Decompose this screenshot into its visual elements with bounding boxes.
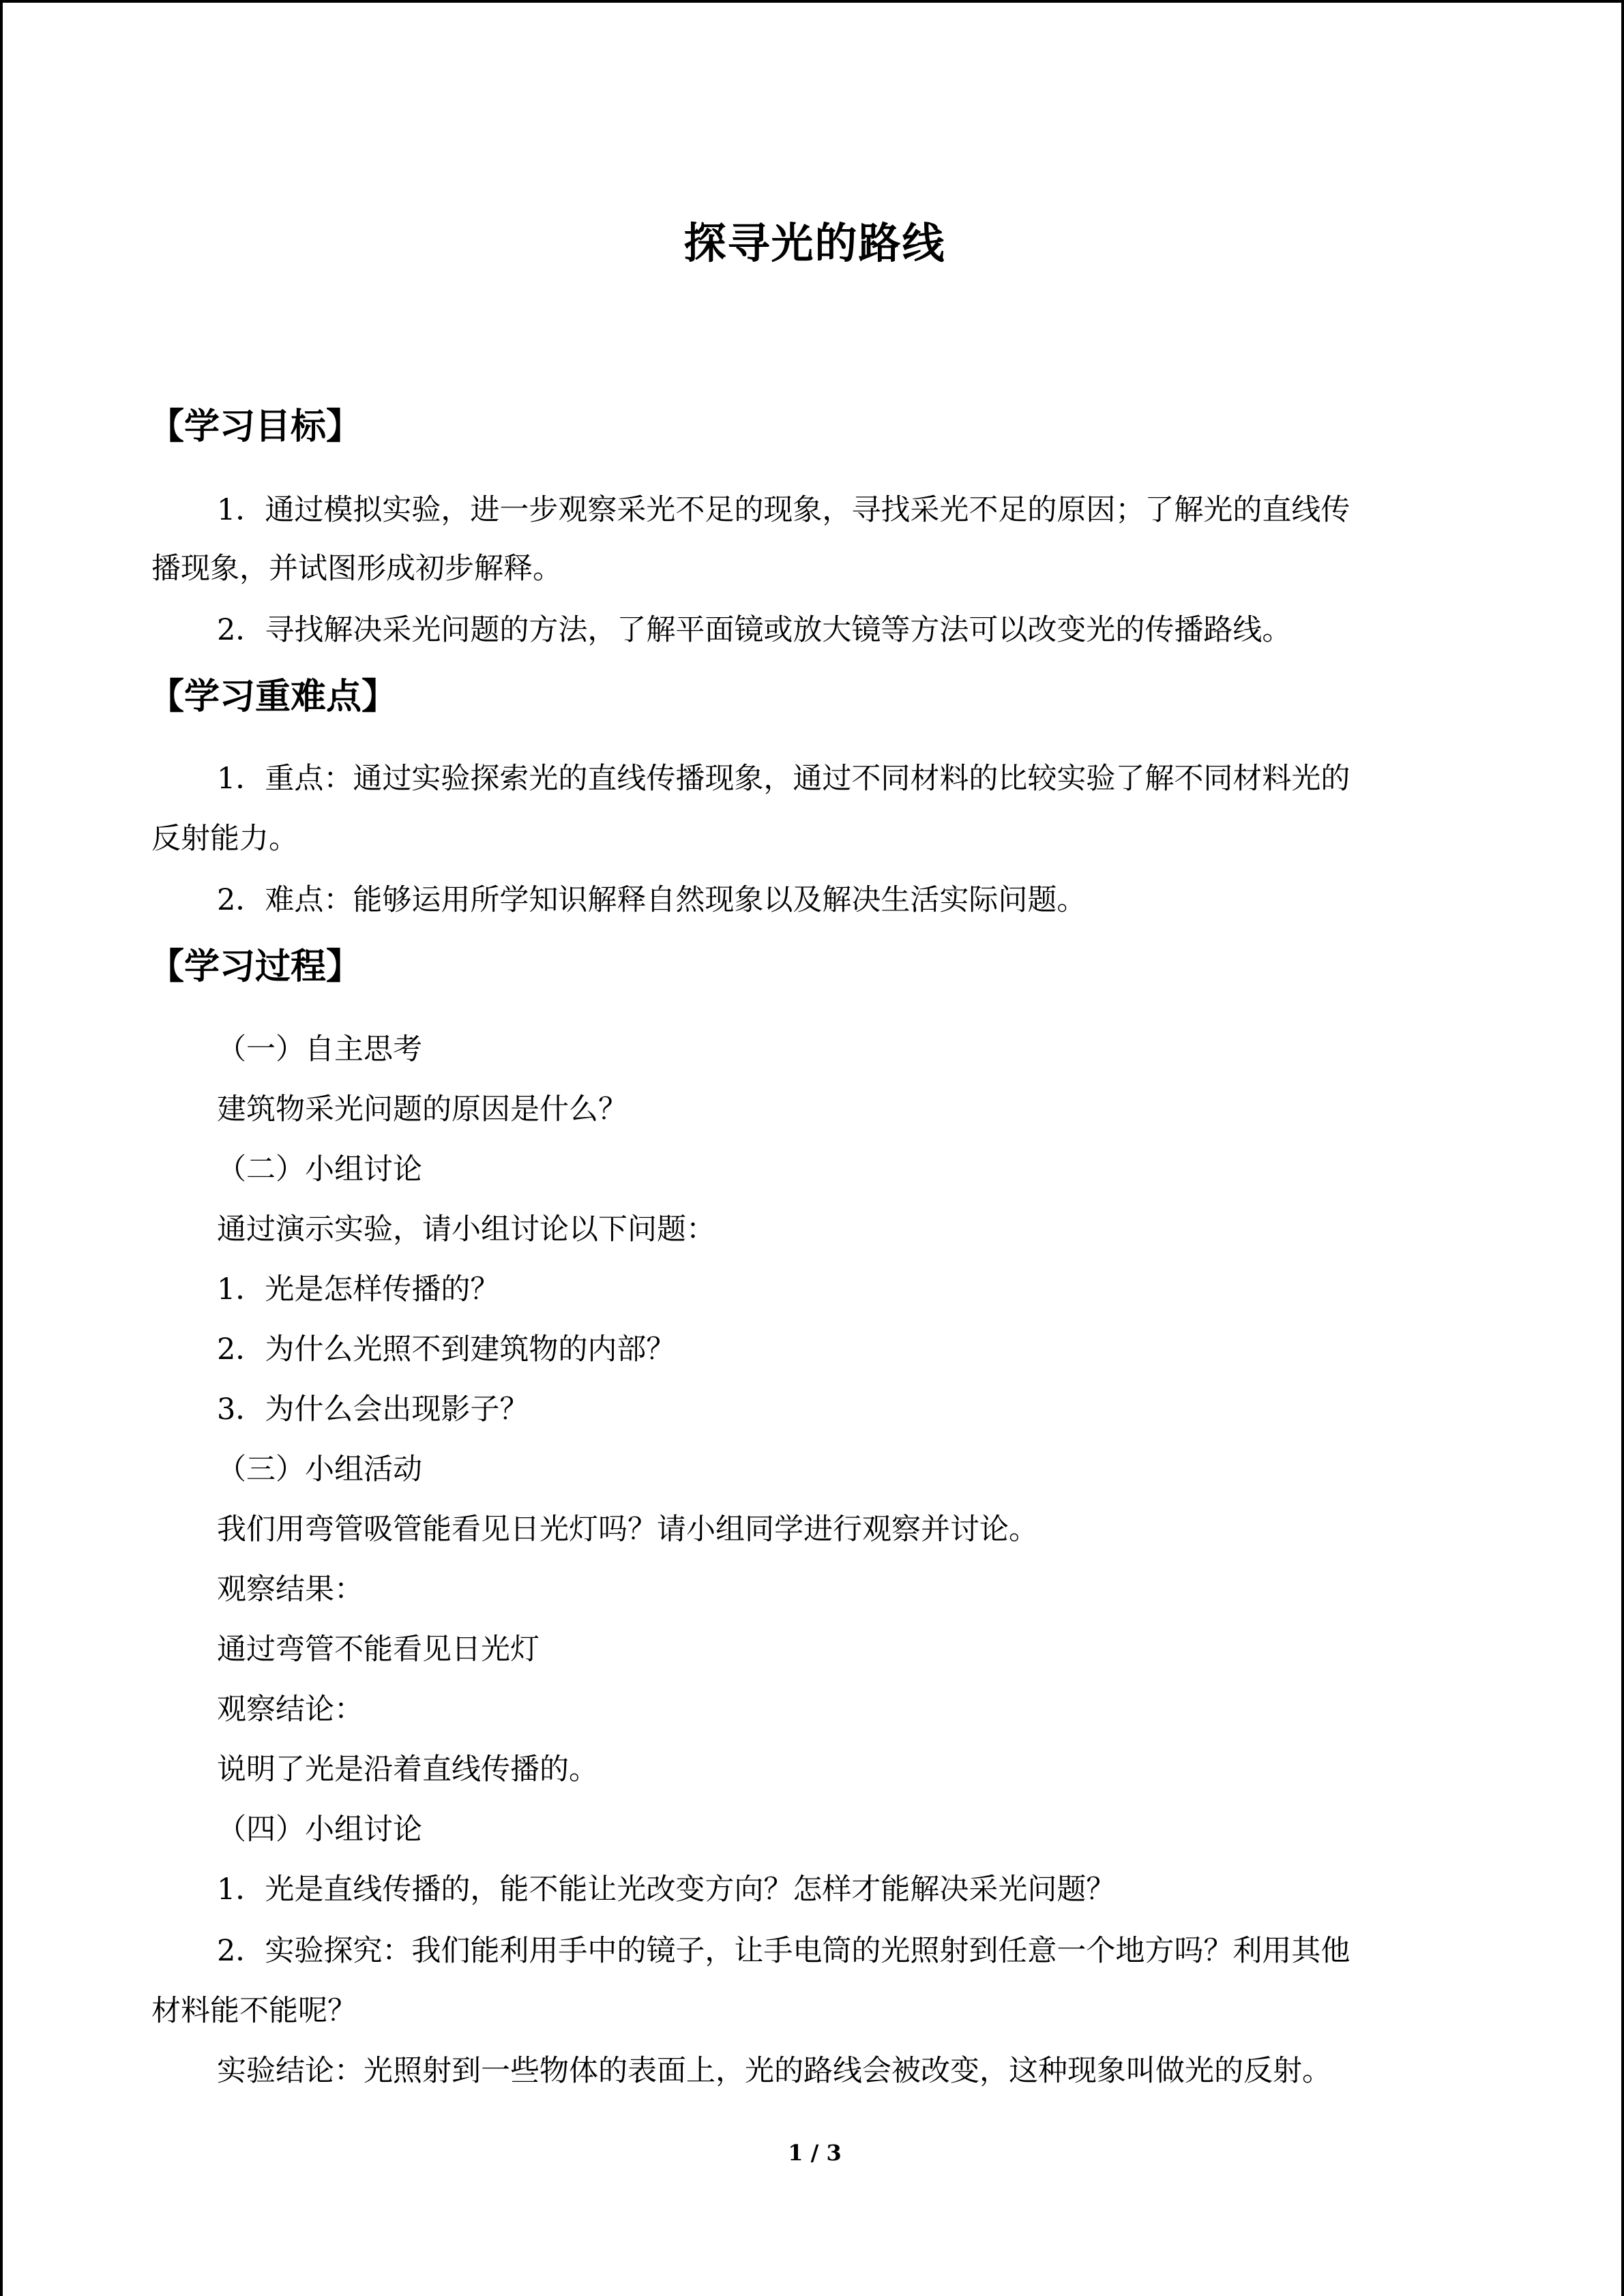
paragraph-line: 观察结论： <box>217 1693 364 1727</box>
list-item: 2．实验探究：我们能利用手中的镜子，让手电筒的光照射到任意一个地方吗？利用其他 <box>217 1934 1350 1968</box>
section-heading-objectives: 【学习目标】 <box>149 406 362 447</box>
subsection-label: （四）小组讨论 <box>217 1813 422 1847</box>
paragraph-line: 2．寻找解决采光问题的方法，了解平面镜或放大镜等方法可以改变光的传播路线。 <box>217 613 1292 647</box>
paragraph-line: 1．通过模拟实验，进一步观察采光不足的现象，寻找采光不足的原因；了解光的直线传 <box>217 493 1350 527</box>
list-item: 1．光是直线传播的，能不能让光改变方向？怎样才能解决采光问题？ <box>217 1873 1116 1907</box>
paragraph-line: 2．难点：能够运用所学知识解释自然现象以及解决生活实际问题。 <box>217 883 1087 917</box>
paragraph-line: 通过演示实验，请小组讨论以下问题： <box>217 1212 715 1247</box>
list-item: 2．为什么光照不到建筑物的内部？ <box>217 1332 676 1367</box>
paragraph-line: 观察结果： <box>217 1572 364 1607</box>
paragraph-line: 播现象，并试图形成初步解释。 <box>151 552 562 586</box>
paragraph-line: 实验结论：光照射到一些物体的表面上，光的路线会被改变，这种现象叫做光的反射。 <box>217 2054 1331 2088</box>
paragraph-line: 说明了光是沿着直线传播的。 <box>217 1753 598 1787</box>
paragraph-line: 通过弯管不能看见日光灯 <box>217 1632 540 1667</box>
subsection-label: （三）小组活动 <box>217 1452 422 1487</box>
section-heading-process: 【学习过程】 <box>149 946 362 987</box>
list-item: 1．光是怎样传播的？ <box>217 1272 500 1307</box>
page-indicator: 1 / 3 <box>788 2140 842 2166</box>
document-title: 探寻光的路线 <box>683 218 946 268</box>
paragraph-line: 材料能不能呢？ <box>151 1994 357 2028</box>
list-item: 3．为什么会出现影子？ <box>217 1392 529 1427</box>
paragraph-line: 建筑物采光问题的原因是什么？ <box>217 1092 628 1127</box>
paragraph-line: 1．重点：通过实验探索光的直线传播现象，通过不同材料的比较实验了解不同材料光的 <box>217 762 1350 796</box>
paragraph-line: 反射能力。 <box>151 822 298 856</box>
paragraph-line: 我们用弯管吸管能看见日光灯吗？请小组同学进行观察并讨论。 <box>217 1512 1038 1547</box>
subsection-label: （一）自主思考 <box>217 1032 422 1067</box>
section-heading-key-points: 【学习重难点】 <box>149 676 398 717</box>
subsection-label: （二）小组讨论 <box>217 1152 422 1187</box>
